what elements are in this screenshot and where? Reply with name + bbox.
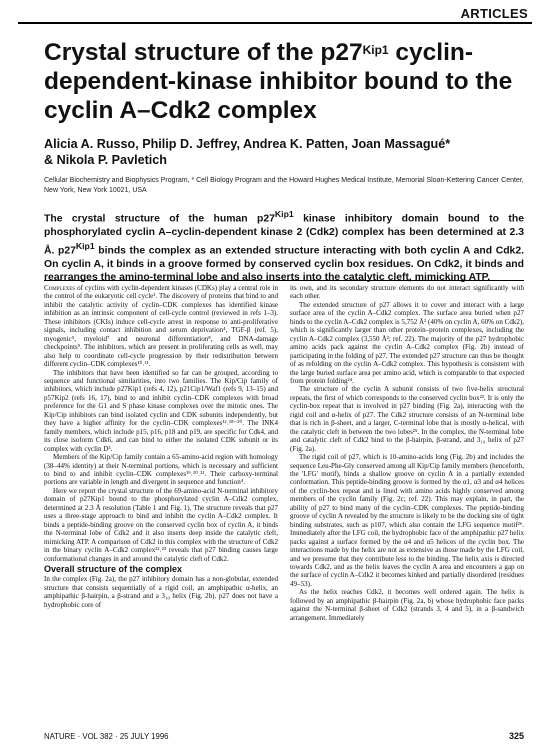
journal-citation: NATURE · VOL 382 · 25 JULY 1996 [44, 732, 169, 741]
body-paragraph: In the complex (Fig. 2a), the p27 inhibitory domain has a non-globular, extended structure that consists sequentially of a rigid coil, an amphipathic α-helix, an amphipathic β-hairpin, a β-strand and a 3₁₀ helix (Fig. 2b). p27 does not have a hydrophobic core of [44, 575, 278, 609]
body-paragraph: The extended structure of p27 allows it to cover and interact with a large surface area of the cyclin A–Cdk2 complex. The surface area buried when p27 binds to the cyclin A–Cdk2 complex is 5,752 Å² (40% on cyclin A, 60% on Cdk2), which is significantly larger than other protein–protein complexes, including the cyclin A–Cdk2 complex (3,550 Å²; ref. 22). The majority of the p27 hydrophobic amino acids pack against the cyclin A–Cdk2 complex (Fig. 2b) instead of participating in the folding of p27. The extended p27 structure can thus be thought of as refolding on the cyclin A–Cdk2 complex. This hypothesis is consistent with the large buried surface area per amino acid, which is comparable to that expected from protein folding²⁴. [290, 300, 524, 385]
abstract-superscript-1: Kip1 [274, 209, 294, 219]
affiliation-line-1: Cellular Biochemistry and Biophysics Program, * Cell Biology Program and the Howard Hughes Medical Institute, Memorial Sloan-Kettering Cancer Center, [44, 177, 524, 184]
author-line-2: & Nikola P. Pavletich [44, 153, 167, 167]
body-paragraph: The structure of the cyclin A subunit consists of two five-helix structural repeats, the first of which corresponds to the conserved cyclin box²². It is only the cyclin-box repeat that is involved in p27 binding (Fig. 2a), interacting with the rigid coil and α-helix of p27. The Cdk2 structure consists of an N-terminal lobe that is rich in β-sheet, and a larger, C-terminal lobe that is mostly α-helical, with the catalytic cleft in between the two lobes²⁵. In the complex, the N-terminal lobe and catalytic cleft of Cdk2 bind to the β-hairpin, β-strand, and 3₁₀ helix of p27 (Fig. 2a). [290, 385, 524, 453]
section-heading: Overall structure of the complex [44, 563, 183, 574]
author-line-1: Alicia A. Russo, Philip D. Jeffrey, Andrea K. Patten, Joan Massagué* [44, 137, 451, 151]
body-paragraph: its own, and its secondary structure elements do not interact significantly with each other. [290, 284, 524, 301]
body-paragraph: Here we report the crystal structure of the 69-amino-acid N-terminal inhibitory domain of p27Kip1 bound to the phosphorylated cyclin A–Cdk2 complex, determined at 2.3 Å resolution (Table 1 and Fig. 1). The structure reveals that p27 uses a three-stage approach to bind and inhibit the cyclin A–Cdk2 complex. It binds a peptide-binding groove on the conserved cyclin box of cyclin A, it binds the N-terminal lobe of Cdk2 and it also inserts deep inside the catalytic cleft, mimicking ATP. A comparison of Cdk2 in this complex with the structure of Cdk2 in the binary cyclin A–Cdk2 complex²²˒²³ reveals that p27 binding causes large conformational changes in and around the catalytic cleft of Cdk2. [44, 486, 278, 563]
title-part-2: cyclin-dependent-kinase inhibitor bound to the cyclin A–Cdk2 complex [44, 39, 513, 124]
header-rule [18, 22, 532, 24]
body-column-left [44, 284, 278, 609]
body-column-right [290, 284, 524, 622]
body-paragraph: The rigid coil of p27, which is 10-amino-acids long (Fig. 2b) and includes the sequence Leu-Phe-Gly conserved among all Kip/Cip family members (henceforth, the 'LFG' motif), binds a shallow groove on cyclin A in a partially extended conformation. This peptide-binding groove is formed by the α1, α3 and α4 helices of the cyclin-box repeat and is lined with amino acids highly conserved among members of the cyclin family (Fig. 2c; ref. 22). This may explain, in part, the ability of p27 to bind many of the cyclin–CDK complexes. The peptide-binding groove of cyclin A revealed by the structure is likely to be the docking site of tight binding substrates, such as p107, which also contain the LFG sequence motif²⁶. Immediately after the LFG coil, the hydrophobic face of the amphipathic p27 helix packs against a surface formed by the α4 and α5 helices of the cyclin box. The interactions made by the helix are not as extensive as those made by the LFG coil, and we presume that they contribute less to the binding. The helix axis is directed towards Cdk2, and as the helix leaves the cyclin A area and encounters a gap on the surface of cyclin A–Cdk2 it becomes kinked and partially disordered (residues 49–53). [290, 453, 524, 588]
body-paragraph [44, 284, 278, 369]
body-paragraph: As the helix reaches Cdk2, it becomes well ordered again. The helix is followed by an amphipathic β-hairpin (Fig. 2a, b) whose hydrophobic face packs against the N-terminal β-sheet of Cdk2 (strands 3, 4 and 5), in a β-sandwich arrangement. Immediately [290, 588, 524, 622]
abstract-rule [44, 280, 524, 281]
abstract-superscript-2: Kip1 [75, 240, 95, 251]
title-superscript: Kip1 [362, 43, 389, 57]
abstract [44, 208, 524, 285]
abstract-part-1: The crystal structure of the human p27 [44, 213, 275, 225]
title-part-1: Crystal structure of the p27 [44, 39, 363, 66]
section-label: ARTICLES [460, 6, 528, 21]
paragraph-text: of cyclins with cyclin-dependent kinases (CDKs) play a central role in the control of the eukaryotic cell cycle¹. The discovery of proteins that bind to and inhibit the catalytic activity of cyclin–CDK complexes has identified kinase inhibition as an intrinsic component of cell-cycle control (reviewed in refs 1–3). These inhibitors (CKIs) induce cell-cycle arrest in response to anti-proliferative signals, including contact inhibition and serum deprivation⁴, TGF-β (ref. 5), myogenic⁵, myeloid⁷ and neuronal differentiation⁸, and DNA-damage checkpoints⁹. The inhibitors, which are present in proliferating cells as well, may also help to coordinate cell-cycle progression by their redistribution between different cyclin–CDK complexes¹⁰˒¹¹. [44, 284, 278, 369]
abstract-part-3: binds the complex as an extended structure interacting with both cyclin A and Cdk2. On cyclin A, it binds in a groove formed by conserved cyclin box residues. On Cdk2, it binds and rearranges the amino-terminal lobe and also inserts into the catalytic cleft, mimicking ATP. [44, 245, 524, 284]
affiliation-line-2: New York, New York 10021, USA [44, 186, 147, 194]
affiliation [44, 176, 524, 195]
body-paragraph: The inhibitors that have been identified so far can be grouped, according to sequence and functional similarities, into two families. The Kip/Cip family of inhibitors, which include p27Kip1 (refs 4, 12), p21Cip1/Waf1 (refs 9, 13–15) and p57Kip2 (refs 16, 17), bind to and inhibit cyclin–CDK complexes with broad preference for the G1 and S phase kinase complexes over the mitotic ones. The Kip/Cip inhibitors can bind isolated cyclin and CDK subunits independently, but they have a higher affinity for the cyclin–CDK complexes¹²˒¹⁸⁻²⁰. The INK4 family members, which include p15, p16, p18 and p19, are specific for Cdk4, and its close isoform Cdk6, and can bind to either the isolated CDK subunit or its complex with cyclin D³. [44, 368, 278, 453]
page-number: 325 [508, 731, 524, 741]
author-list [44, 136, 524, 168]
article-title [44, 38, 514, 125]
lede-word: Complexes [44, 284, 76, 292]
body-paragraph: Members of the Kip/Cip family contain a 65-amino-acid region with homology (38–44% identity) at their N-terminal portions, which is necessary and sufficient to bind to and inhibit cyclin–CDK complexes¹⁹˒²⁰˒²¹. Their carboxy-terminal portions are variable in length and divergent in sequence and function⁴. [44, 453, 278, 487]
abstract-part-2: kinase inhibitory domain bound to the phosphorylated cyclin A–cyclin-dependent kinase 2 (Cdk2) complex has been determined at 2.3 Å. p27 [44, 213, 524, 257]
